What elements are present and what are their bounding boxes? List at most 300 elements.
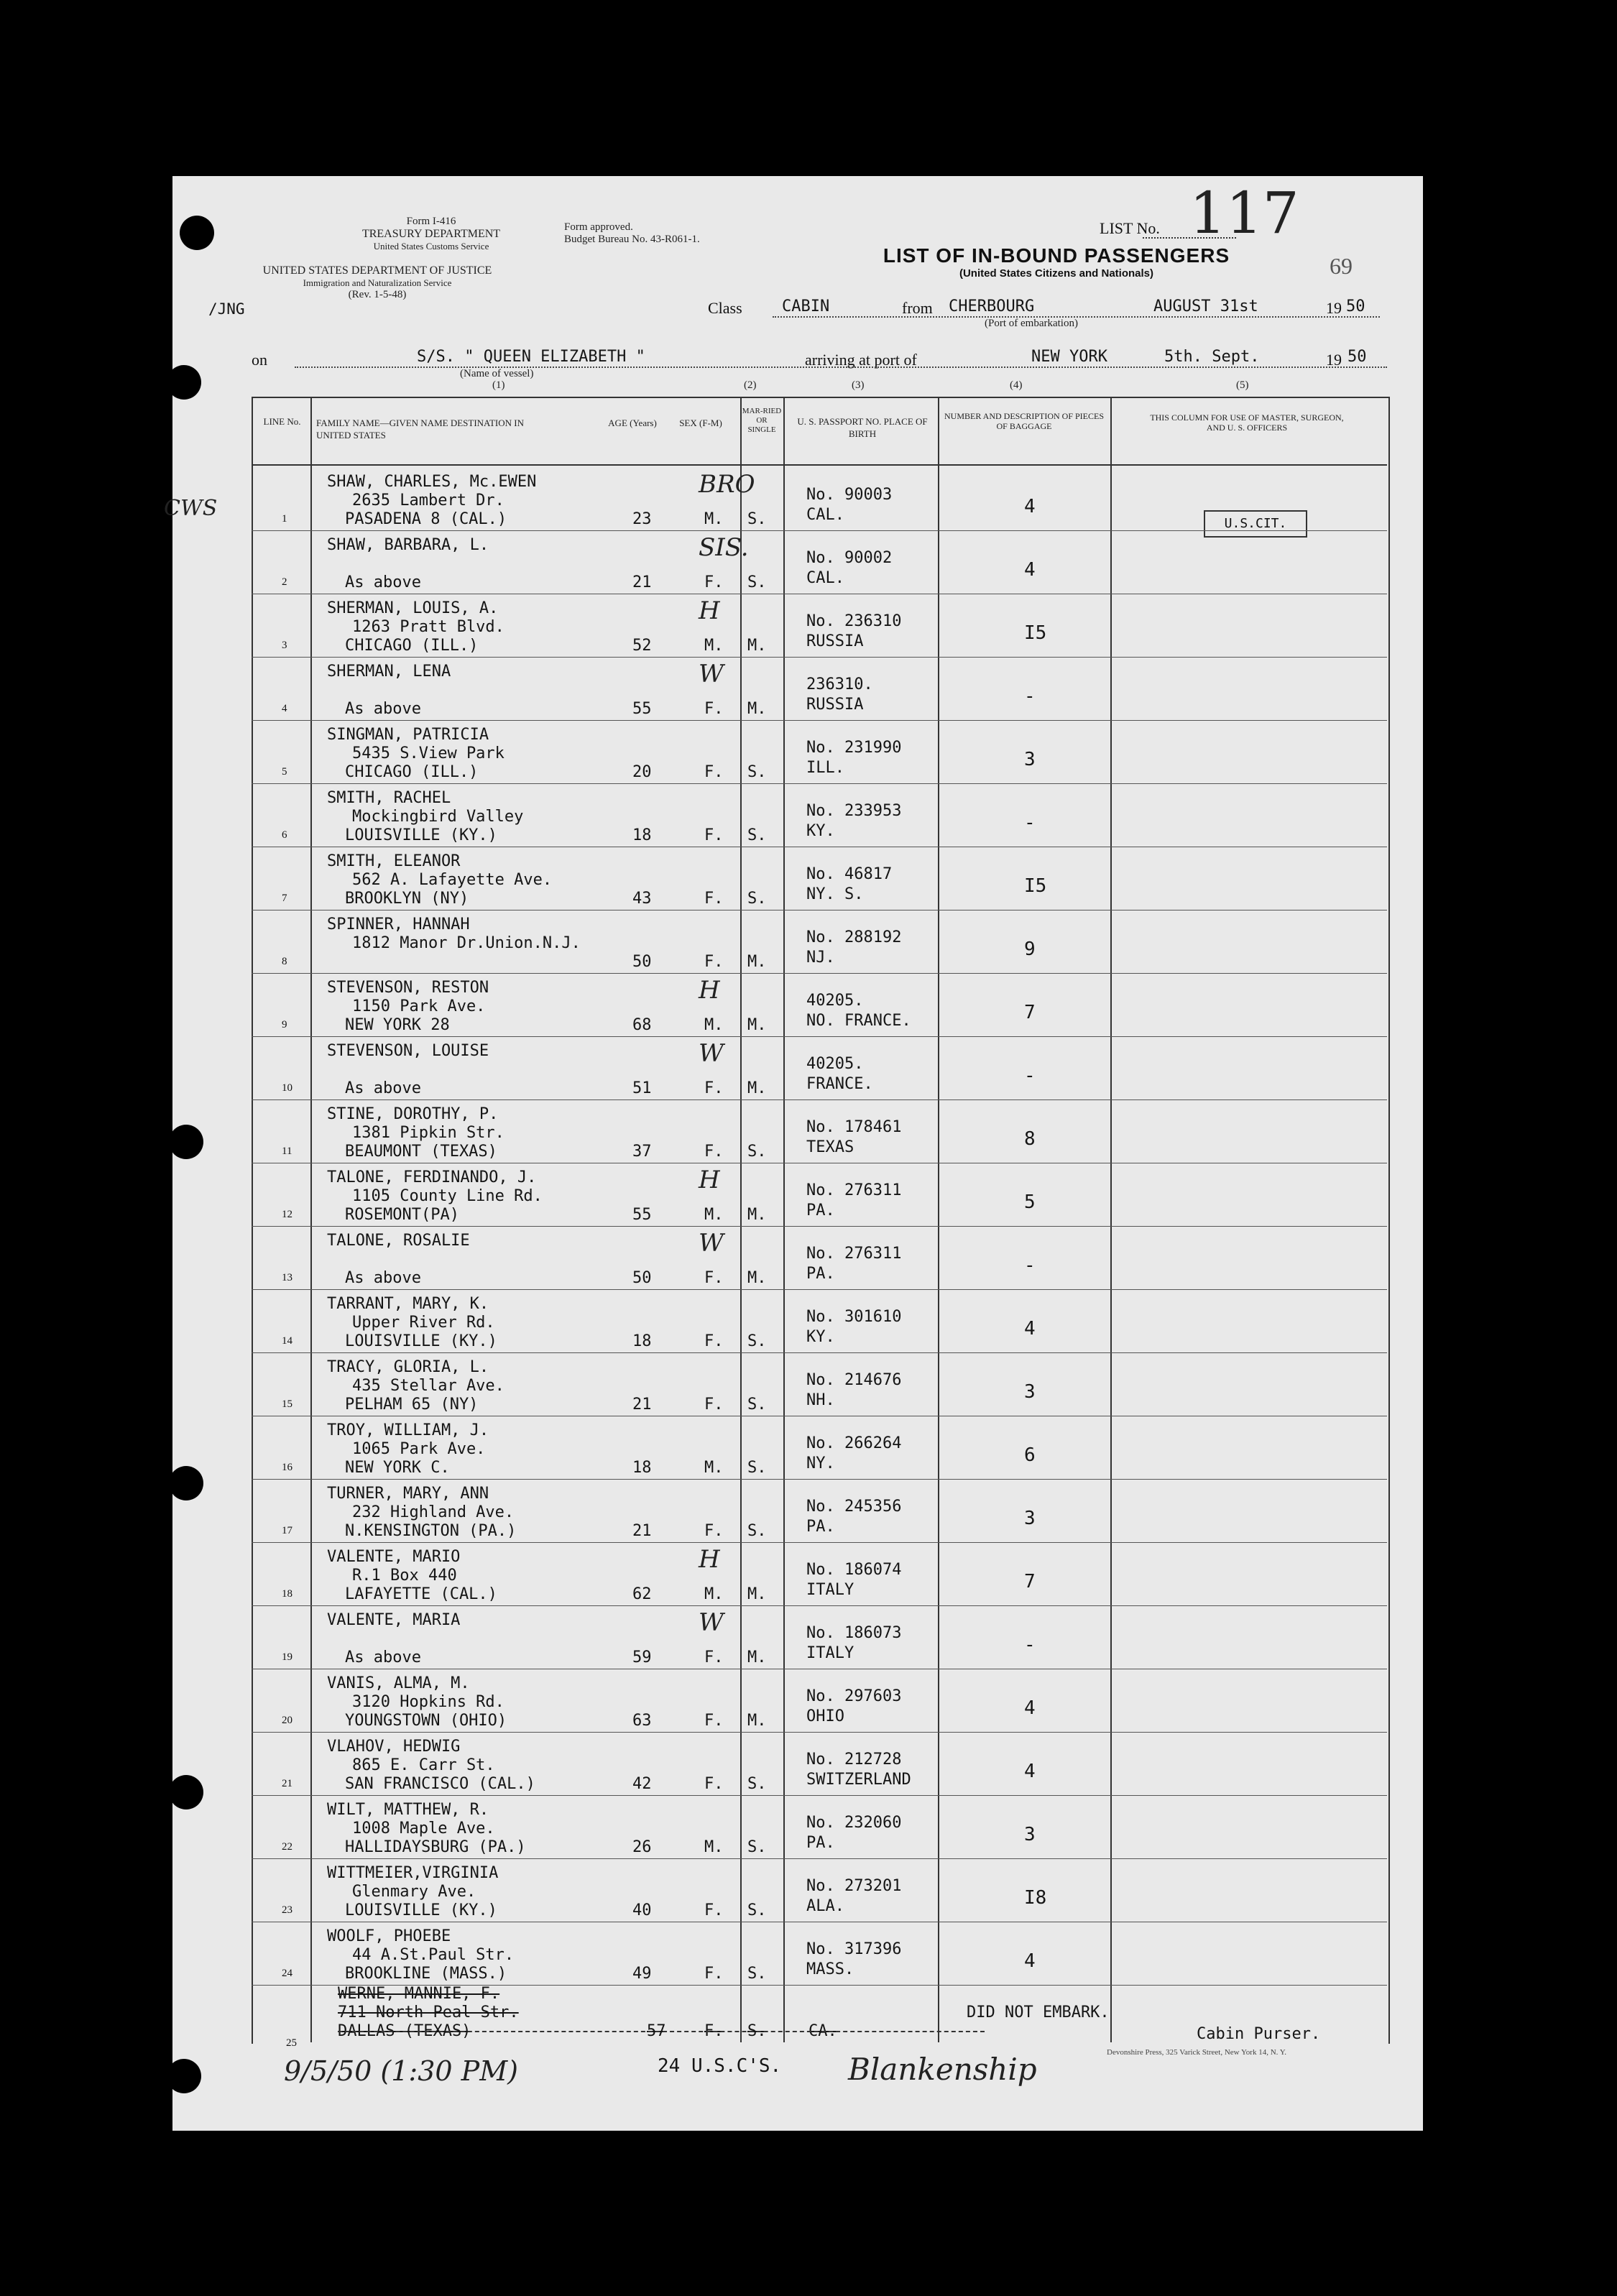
row-divider — [252, 657, 1387, 658]
passenger-name: SHERMAN, LENA — [327, 663, 451, 681]
destination-city: As above — [345, 1269, 421, 1287]
destination-city: LAFAYETTE (CAL.) — [345, 1585, 497, 1603]
age: 40 — [632, 1901, 652, 1919]
line-number: 6 — [282, 829, 287, 841]
passport-number: No. 276311 — [806, 1181, 902, 1199]
list-number: 117 — [1189, 180, 1299, 246]
sex: M. — [704, 1206, 724, 1224]
us-citizen-stamp: U.S.CIT. — [1204, 510, 1307, 538]
place-of-birth: NH. — [806, 1391, 835, 1409]
line-number: 23 — [282, 1904, 292, 1916]
baggage-count: 7 — [1024, 1002, 1036, 1023]
form-number: Form I-416 — [406, 216, 456, 227]
col-num-3: (3) — [852, 379, 865, 391]
punch-hole — [169, 1775, 203, 1809]
passenger-name: TURNER, MARY, ANN — [327, 1485, 489, 1503]
marital-status: M. — [747, 1585, 767, 1603]
address-line: R.1 Box 440 — [352, 1567, 457, 1585]
destination-city: As above — [345, 1079, 421, 1097]
sex: F. — [704, 1901, 724, 1919]
sex: F. — [704, 1396, 724, 1414]
cancelled-city: DALLAS (TEXAS) — [338, 2022, 471, 2040]
passport-number: No. 317396 — [806, 1940, 902, 1958]
line-number: 12 — [282, 1209, 292, 1220]
line-number: 10 — [282, 1082, 292, 1094]
age: 63 — [632, 1712, 652, 1730]
address-line: 865 E. Carr St. — [352, 1756, 495, 1774]
marital-status: M. — [747, 637, 767, 655]
place-of-birth: ITALY — [806, 1644, 854, 1662]
place-of-birth: FRANCE. — [806, 1075, 873, 1093]
passenger-name: TROY, WILLIAM, J. — [327, 1421, 489, 1439]
passenger-name: SINGMAN, PATRICIA — [327, 726, 489, 744]
marital-status: S. — [747, 890, 767, 908]
place-of-birth: RUSSIA — [806, 696, 864, 714]
destination-city: CHICAGO (ILL.) — [345, 763, 479, 781]
destination-city: As above — [345, 700, 421, 718]
place-of-birth: ITALY — [806, 1581, 854, 1599]
departure-year: 50 — [1346, 298, 1365, 315]
sex: F. — [704, 1649, 724, 1666]
passport-number: No. 273201 — [806, 1877, 902, 1895]
line-number: 1 — [282, 513, 287, 525]
relation-note: W — [699, 1039, 724, 1068]
sex: F. — [704, 1775, 724, 1793]
col-header-name: FAMILY NAME—GIVEN NAME DESTINATION IN UNITED STATES — [316, 418, 525, 441]
baggage-count: 4 — [1024, 1950, 1036, 1972]
did-not-embark: DID NOT EMBARK. — [967, 2004, 1110, 2021]
line-number: 5 — [282, 766, 287, 778]
col-header-officers: THIS COLUMN FOR USE OF MASTER, SURGEON, AND U. S. OFFICERS — [1150, 412, 1344, 433]
punch-hole — [167, 2059, 201, 2093]
sex: M. — [704, 637, 724, 655]
passport-number: No. 301610 — [806, 1308, 902, 1326]
passport-number: 236310. — [806, 676, 873, 693]
arrival-year: 50 — [1348, 348, 1367, 366]
age: 37 — [632, 1143, 652, 1161]
address-line: 1065 Park Ave. — [352, 1440, 486, 1458]
age: 43 — [632, 890, 652, 908]
age: 26 — [632, 1838, 652, 1856]
customs-service: United States Customs Service — [373, 241, 489, 252]
marital-status: S. — [747, 1396, 767, 1414]
passport-number: 40205. — [806, 992, 864, 1010]
destination-city: ROSEMONT(PA) — [345, 1206, 459, 1224]
ins-service: Immigration and Naturalization Service — [303, 277, 452, 288]
address-line: 1263 Pratt Blvd. — [352, 618, 505, 636]
baggage-count: - — [1024, 812, 1036, 834]
marital-status: S. — [747, 1522, 767, 1540]
passport-number: No. 178461 — [806, 1118, 902, 1136]
place-of-birth: PA. — [806, 1834, 835, 1852]
age: 21 — [632, 1522, 652, 1540]
destination-city: BROOKLINE (MASS.) — [345, 1965, 507, 1983]
form-approved: Form approved. — [564, 221, 633, 233]
passport-number: No. 288192 — [806, 928, 902, 946]
passport-number: No. 186073 — [806, 1624, 902, 1642]
baggage-count: I8 — [1024, 1887, 1047, 1909]
row-divider — [252, 1099, 1387, 1100]
address-line: 5435 S.View Park — [352, 744, 505, 762]
sex: M. — [704, 510, 724, 528]
arrival-year-prefix: 19 — [1326, 351, 1342, 369]
form-subtitle: (United States Citizens and Nationals) — [959, 267, 1154, 280]
passport-number: No. 90002 — [806, 549, 893, 567]
age: 18 — [632, 826, 652, 844]
line-number: 9 — [282, 1019, 287, 1031]
marital-status: S. — [747, 1901, 767, 1919]
margin-note: CWS — [164, 496, 218, 521]
line-number: 16 — [282, 1462, 292, 1473]
sex: M. — [704, 1016, 724, 1034]
sex: F. — [704, 1079, 724, 1097]
place-of-birth: TEXAS — [806, 1138, 854, 1156]
address-line: 1150 Park Ave. — [352, 997, 486, 1015]
baggage-count: 4 — [1024, 496, 1036, 517]
from-label: from — [902, 299, 933, 317]
marital-status: M. — [747, 700, 767, 718]
row-divider — [252, 530, 1387, 531]
age: 55 — [632, 700, 652, 718]
age: 62 — [632, 1585, 652, 1603]
place-of-birth: CAL. — [806, 506, 844, 524]
place-of-birth: PA. — [806, 1265, 835, 1283]
departure-year-prefix: 19 — [1326, 299, 1342, 317]
punch-hole — [169, 1466, 203, 1500]
sex: M. — [704, 1838, 724, 1856]
form-title-block — [870, 244, 1243, 280]
vessel-line — [295, 366, 1387, 368]
row-divider — [252, 720, 1387, 721]
address-line: 44 A.St.Paul Str. — [352, 1946, 515, 1964]
relation-note: W — [699, 1229, 724, 1258]
marital-status: M. — [747, 1649, 767, 1666]
address-line: 2635 Lambert Dr. — [352, 492, 505, 510]
line-number: 14 — [282, 1335, 292, 1347]
relation-note: W — [699, 1608, 724, 1637]
row-divider — [252, 1795, 1387, 1796]
baggage-count: 3 — [1024, 749, 1036, 770]
destination-city: SAN FRANCISCO (CAL.) — [345, 1775, 535, 1793]
destination-city: PELHAM 65 (NY) — [345, 1396, 479, 1414]
row-divider — [252, 1226, 1387, 1227]
age: 49 — [632, 1965, 652, 1983]
col-header-married: MAR-RIED OR SINGLE — [742, 407, 782, 434]
address-line: Glenmary Ave. — [352, 1883, 476, 1901]
baggage-count: 4 — [1024, 1697, 1036, 1719]
baggage-count: 5 — [1024, 1191, 1036, 1213]
age: 18 — [632, 1332, 652, 1350]
address-line: 232 Highland Ave. — [352, 1503, 515, 1521]
destination-city: YOUNGSTOWN (OHIO) — [345, 1712, 507, 1730]
marital-status: S. — [747, 1838, 767, 1856]
form-approval — [564, 221, 751, 246]
place-of-birth: NJ. — [806, 949, 835, 967]
passport-number: No. 214676 — [806, 1371, 902, 1389]
marital-status: M. — [747, 1269, 767, 1287]
row-divider — [252, 1732, 1387, 1733]
row-divider — [252, 1036, 1387, 1037]
address-line: 1812 Manor Dr.Union.N.J. — [352, 934, 581, 952]
sex: M. — [704, 1459, 724, 1477]
place-of-birth: ALA. — [806, 1897, 844, 1915]
marital-status: M. — [747, 953, 767, 971]
baggage-count: I5 — [1024, 622, 1047, 644]
marital-status: M. — [747, 1712, 767, 1730]
destination-city: N.KENSINGTON (PA.) — [345, 1522, 517, 1540]
passenger-name: SPINNER, HANNAH — [327, 916, 470, 933]
baggage-count: - — [1024, 1065, 1036, 1087]
baggage-count: I5 — [1024, 875, 1047, 897]
row-divider — [252, 1479, 1387, 1480]
baggage-count: 7 — [1024, 1571, 1036, 1592]
vessel-name: S/S. " QUEEN ELIZABETH " — [417, 348, 645, 366]
address-line: Mockingbird Valley — [352, 808, 524, 826]
passenger-name: SMITH, ELEANOR — [327, 852, 461, 870]
destination-city: As above — [345, 1649, 421, 1666]
line-number: 7 — [282, 893, 287, 904]
row-divider — [252, 1542, 1387, 1543]
passenger-name: VALENTE, MARIO — [327, 1548, 461, 1566]
cancelled-address: 711 North Peal Str. — [338, 2004, 519, 2021]
passenger-name: WITTMEIER,VIRGINIA — [327, 1864, 499, 1882]
marital-status: S. — [747, 763, 767, 781]
passenger-count: 24 U.S.C'S. — [658, 2055, 782, 2077]
age: 50 — [632, 1269, 652, 1287]
sex: F. — [704, 573, 724, 591]
sex: F. — [704, 953, 724, 971]
destination-city: LOUISVILLE (KY.) — [345, 1901, 497, 1919]
passenger-name: WILT, MATTHEW, R. — [327, 1801, 489, 1819]
place-of-birth: NY. — [806, 1454, 835, 1472]
passport-number: No. 233953 — [806, 802, 902, 820]
passenger-name: SHERMAN, LOUIS, A. — [327, 599, 499, 617]
on-label: on — [252, 351, 267, 369]
line-number: 17 — [282, 1525, 292, 1536]
baggage-count: - — [1024, 1634, 1036, 1656]
sex: F. — [704, 826, 724, 844]
passenger-name: STINE, DOROTHY, P. — [327, 1105, 499, 1123]
place-of-birth: SWITZERLAND — [806, 1771, 911, 1789]
row-divider — [252, 1289, 1387, 1290]
marital-status: S. — [747, 573, 767, 591]
arriving-label: arriving at port of — [805, 351, 917, 369]
age: 21 — [632, 573, 652, 591]
page-number: 69 — [1330, 253, 1353, 279]
passenger-name: VANIS, ALMA, M. — [327, 1674, 470, 1692]
cancelled-birthplace: CA. — [808, 2022, 837, 2040]
col-header-line-no: LINE No. — [263, 416, 301, 427]
address-line: 1105 County Line Rd. — [352, 1187, 543, 1205]
relation-note: SIS. — [699, 533, 749, 562]
line-number: 22 — [282, 1841, 292, 1853]
officer-signature: Blankenship — [848, 2052, 1037, 2087]
line-number: 2 — [282, 576, 287, 588]
clerk-initials: /JNG — [208, 300, 245, 318]
baggage-count: 3 — [1024, 1508, 1036, 1529]
baggage-count: - — [1024, 686, 1036, 707]
passenger-name: VALENTE, MARIA — [327, 1611, 461, 1629]
sex: F. — [704, 1143, 724, 1161]
marital-status: S. — [747, 826, 767, 844]
destination-city: CHICAGO (ILL.) — [345, 637, 479, 655]
marital-status: M. — [747, 1079, 767, 1097]
cancelled-sex: F. — [704, 2022, 724, 2040]
passport-number: No. 232060 — [806, 1814, 902, 1832]
printer-imprint: Devonshire Press, 325 Varick Street, New York 14, N. Y. — [1107, 2048, 1287, 2057]
passport-number: No. 245356 — [806, 1498, 902, 1516]
marital-status: S. — [747, 1459, 767, 1477]
passport-number: No. 266264 — [806, 1434, 902, 1452]
baggage-count: 4 — [1024, 1761, 1036, 1782]
passenger-name: TALONE, ROSALIE — [327, 1232, 470, 1250]
treasury-dept: TREASURY DEPARTMENT — [361, 228, 501, 240]
col-num-1: (1) — [492, 379, 505, 391]
justice-dept: UNITED STATES DEPARTMENT OF JUSTICE — [262, 264, 492, 277]
place-of-birth: PA. — [806, 1518, 835, 1536]
passenger-name: STEVENSON, RESTON — [327, 979, 489, 997]
line-number: 24 — [282, 1968, 292, 1979]
marital-status: M. — [747, 1206, 767, 1224]
relation-note: H — [699, 976, 720, 1005]
header-bottom-line — [938, 464, 1387, 466]
line-number: 15 — [282, 1398, 292, 1410]
departure-date: AUGUST 31st — [1153, 298, 1258, 315]
class-value: CABIN — [782, 298, 830, 315]
passenger-name: STEVENSON, LOUISE — [327, 1042, 489, 1060]
age: 50 — [632, 953, 652, 971]
line-number: 18 — [282, 1588, 292, 1600]
passport-number: 40205. — [806, 1055, 864, 1073]
row-divider — [252, 783, 1387, 784]
col-header-passport: U. S. PASSPORT NO. PLACE OF BIRTH — [797, 416, 928, 439]
sex: F. — [704, 1965, 724, 1983]
age: 23 — [632, 510, 652, 528]
passenger-name: WOOLF, PHOEBE — [327, 1927, 451, 1945]
col-num-2: (2) — [744, 379, 757, 391]
line-number: 8 — [282, 956, 287, 967]
baggage-count: 6 — [1024, 1444, 1036, 1466]
baggage-count: 3 — [1024, 1381, 1036, 1403]
address-line: 435 Stellar Ave. — [352, 1377, 505, 1395]
age: 21 — [632, 1396, 652, 1414]
destination-city: As above — [345, 573, 421, 591]
passport-number: No. 231990 — [806, 739, 902, 757]
passport-number: No. 46817 — [806, 865, 893, 883]
destination-city: HALLIDAYSBURG (PA.) — [345, 1838, 526, 1856]
place-of-birth: ILL. — [806, 759, 844, 777]
address-line: 562 A. Lafayette Ave. — [352, 871, 553, 889]
embarkation-caption: (Port of embarkation) — [985, 318, 1078, 329]
passenger-name: VLAHOV, HEDWIG — [327, 1738, 461, 1756]
class-label: Class — [708, 299, 742, 317]
passenger-name: SMITH, RACHEL — [327, 789, 451, 807]
col-header-age: AGE (Years) — [608, 418, 657, 428]
relation-note: W — [699, 660, 724, 688]
marital-status: S. — [747, 1965, 767, 1983]
sex: F. — [704, 1269, 724, 1287]
destination-city: LOUISVILLE (KY.) — [345, 1332, 497, 1350]
row-divider — [252, 1605, 1387, 1606]
form-header-justice — [248, 264, 507, 301]
sex: F. — [704, 890, 724, 908]
row-divider — [252, 973, 1387, 974]
strikeout-line — [338, 2031, 985, 2032]
passenger-name: SHAW, CHARLES, Mc.EWEN — [327, 473, 537, 491]
line-number: 4 — [282, 703, 287, 714]
line-number: 19 — [282, 1651, 292, 1663]
destination-city: NEW YORK C. — [345, 1459, 450, 1477]
place-of-birth: NY. S. — [806, 885, 864, 903]
line-number: 11 — [282, 1145, 292, 1157]
arrival-date: 5th. Sept. — [1164, 348, 1260, 366]
passenger-name: SHAW, BARBARA, L. — [327, 536, 489, 554]
marital-status: S. — [747, 510, 767, 528]
passport-number: No. 276311 — [806, 1245, 902, 1263]
line-number: 3 — [282, 640, 287, 651]
baggage-count: - — [1024, 1255, 1036, 1276]
form-header-left — [316, 216, 546, 252]
budget-bureau: Budget Bureau No. 43-R061-1. — [564, 234, 700, 245]
class-line — [773, 316, 1380, 318]
destination-city: PASADENA 8 (CAL.) — [345, 510, 507, 528]
passenger-name: TARRANT, MARY, K. — [327, 1295, 489, 1313]
col-header-baggage: NUMBER AND DESCRIPTION OF PIECES OF BAGGAGE — [944, 411, 1105, 431]
col-num-5: (5) — [1236, 379, 1249, 391]
age: 68 — [632, 1016, 652, 1034]
cancelled-marital: S. — [747, 2022, 767, 2040]
baggage-count: 4 — [1024, 559, 1036, 581]
baggage-count: 9 — [1024, 939, 1036, 960]
passport-number: No. 212728 — [806, 1751, 902, 1769]
sex: M. — [704, 1585, 724, 1603]
embarkation-port: CHERBOURG — [949, 298, 1035, 315]
sex: F. — [704, 763, 724, 781]
baggage-count: 4 — [1024, 1318, 1036, 1340]
cancelled-name: WERNE, MANNIE, F. — [338, 1985, 500, 2003]
address-line: 3120 Hopkins Rd. — [352, 1693, 505, 1711]
arrival-port: NEW YORK — [1031, 348, 1107, 366]
col-num-4: (4) — [1010, 379, 1023, 391]
relation-note: BRO — [699, 470, 755, 499]
destination-city: BEAUMONT (TEXAS) — [345, 1143, 497, 1161]
relation-note: H — [699, 596, 720, 625]
cabin-purser: Cabin Purser. — [1197, 2025, 1321, 2043]
sex: F. — [704, 1332, 724, 1350]
line-number: 20 — [282, 1715, 292, 1726]
destination-city: NEW YORK 28 — [345, 1016, 450, 1034]
place-of-birth: MASS. — [806, 1960, 854, 1978]
address-line: 1008 Maple Ave. — [352, 1820, 495, 1838]
punch-hole — [180, 216, 214, 250]
row-divider — [252, 1858, 1387, 1859]
place-of-birth: NO. FRANCE. — [806, 1012, 911, 1030]
place-of-birth: CAL. — [806, 569, 844, 587]
address-line: 1381 Pipkin Str. — [352, 1124, 505, 1142]
age: 59 — [632, 1649, 652, 1666]
marital-status: M. — [747, 1016, 767, 1034]
age: 51 — [632, 1079, 652, 1097]
passport-number: No. 297603 — [806, 1687, 902, 1705]
age: 20 — [632, 763, 652, 781]
passport-number: No. 236310 — [806, 612, 902, 630]
form-title: LIST OF IN-BOUND PASSENGERS — [883, 244, 1230, 267]
relation-note: H — [699, 1545, 720, 1574]
baggage-count: 8 — [1024, 1128, 1036, 1150]
place-of-birth: PA. — [806, 1202, 835, 1220]
destination-city: BROOKLYN (NY) — [345, 890, 469, 908]
header-bottom-line — [252, 464, 938, 466]
